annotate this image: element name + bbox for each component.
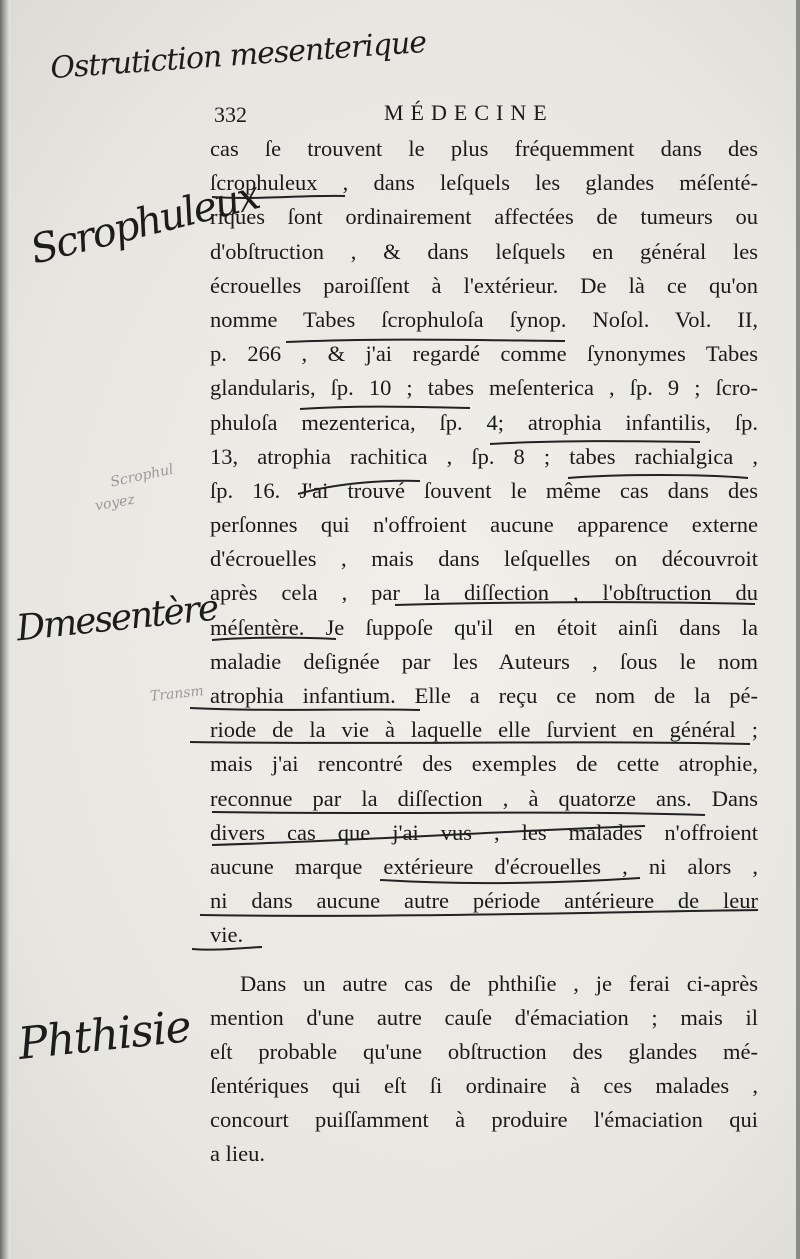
paragraph-1 [210, 132, 758, 953]
handwritten-margin-note-1: Scrophuleux [25, 172, 264, 274]
text-line: concourt puiſſamment à produire l'émaciation qui [210, 1107, 758, 1133]
text-line: phuloſa mezenterica, ſp. 4; atrophia infantilis, ſp. [210, 409, 758, 435]
text-line: mention d'une autre cauſe d'émaciation ; mais il [210, 1004, 758, 1030]
page-gutter-shadow [0, 0, 10, 1259]
text-line: mais j'ai rencontré des exemples de cette atrophie, [210, 751, 758, 777]
text-line: Dans un autre cas de phthiſie , je ferai ci-après [240, 970, 758, 996]
text-line: écrouelles paroiſſent à l'extérieur. De là ce qu'on [210, 272, 758, 298]
text-line: reconnue par la diſſection , à quatorze ans. Dans [210, 785, 758, 811]
page-header [214, 98, 754, 130]
text-line: ſentériques qui eſt ſi ordinaire à ces malades , [210, 1073, 758, 1099]
text-line: après cela , par la diſſection , l'obſtruction du [210, 580, 758, 606]
paragraph-gap [210, 953, 758, 967]
text-line: aucune marque extérieure d'écrouelles , ni alors , [210, 853, 758, 879]
text-line: atrophia infantium. Elle a reçu ce nom de la pé- [210, 683, 758, 708]
text-line: a lieu. [210, 1141, 265, 1167]
text-line: méſentère. Je ſuppoſe qu'il en étoit ainſi dans la [210, 614, 758, 640]
faint-bleedthrough-note-2: voyez [93, 491, 137, 515]
text-line: cas ſe trouvent le plus fréquemment dans des [210, 136, 758, 161]
text-line: d'écrouelles , mais dans leſquelles on découvroit [210, 546, 758, 572]
page-number: 332 [214, 102, 247, 127]
text-line: maladie deſignée par les Auteurs , ſous le nom [210, 648, 758, 674]
text-line: nomme Tabes ſcrophuloſa ſynop. Noſol. Vol. II, [210, 306, 758, 332]
text-line: d'obſtruction , & dans leſquels en général les [210, 238, 758, 264]
text-line: ſcrophuleux , dans leſquels les glandes méſenté- [210, 170, 758, 196]
faint-bleedthrough-note-3: Transm [149, 683, 205, 705]
handwritten-margin-note-2: Dmesentère [14, 587, 220, 650]
handwritten-margin-note-3: Phthisie [15, 1001, 193, 1070]
text-line: perſonnes qui n'offroient aucune apparence externe [210, 512, 758, 538]
text-line: riode de la vie à laquelle elle ſurvient en général ; [210, 717, 758, 743]
body-text [210, 132, 758, 1172]
text-line: eſt probable qu'une obſtruction des glandes mé- [210, 1038, 758, 1064]
paragraph-2 [210, 967, 758, 1172]
text-line: divers cas que j'ai vus , les malades n'offroient [210, 819, 758, 845]
faint-bleedthrough-note-1: Scrophul [109, 461, 175, 491]
text-line: ſp. 16. J'ai trouvé ſouvent le même cas dans des [210, 477, 758, 503]
page-right-edge [796, 0, 800, 1259]
text-line: ni dans aucune autre période antérieure de leur [210, 888, 758, 914]
text-line: glandularis, ſp. 10 ; tabes meſenterica , ſp. 9 ; ſcro- [210, 375, 758, 401]
text-line: p. 266 , & j'ai regardé comme ſynonymes Tabes [210, 341, 758, 367]
handwritten-note-top: Ostrutiction mesenterique [49, 24, 428, 87]
running-title: MÉDECINE [384, 100, 554, 125]
text-line: vie. [210, 922, 244, 948]
text-line: 13, atrophia rachitica , ſp. 8 ; tabes rachialgica , [210, 443, 758, 469]
text-line: riques ſont ordinairement affectées de tumeurs ou [210, 204, 758, 230]
